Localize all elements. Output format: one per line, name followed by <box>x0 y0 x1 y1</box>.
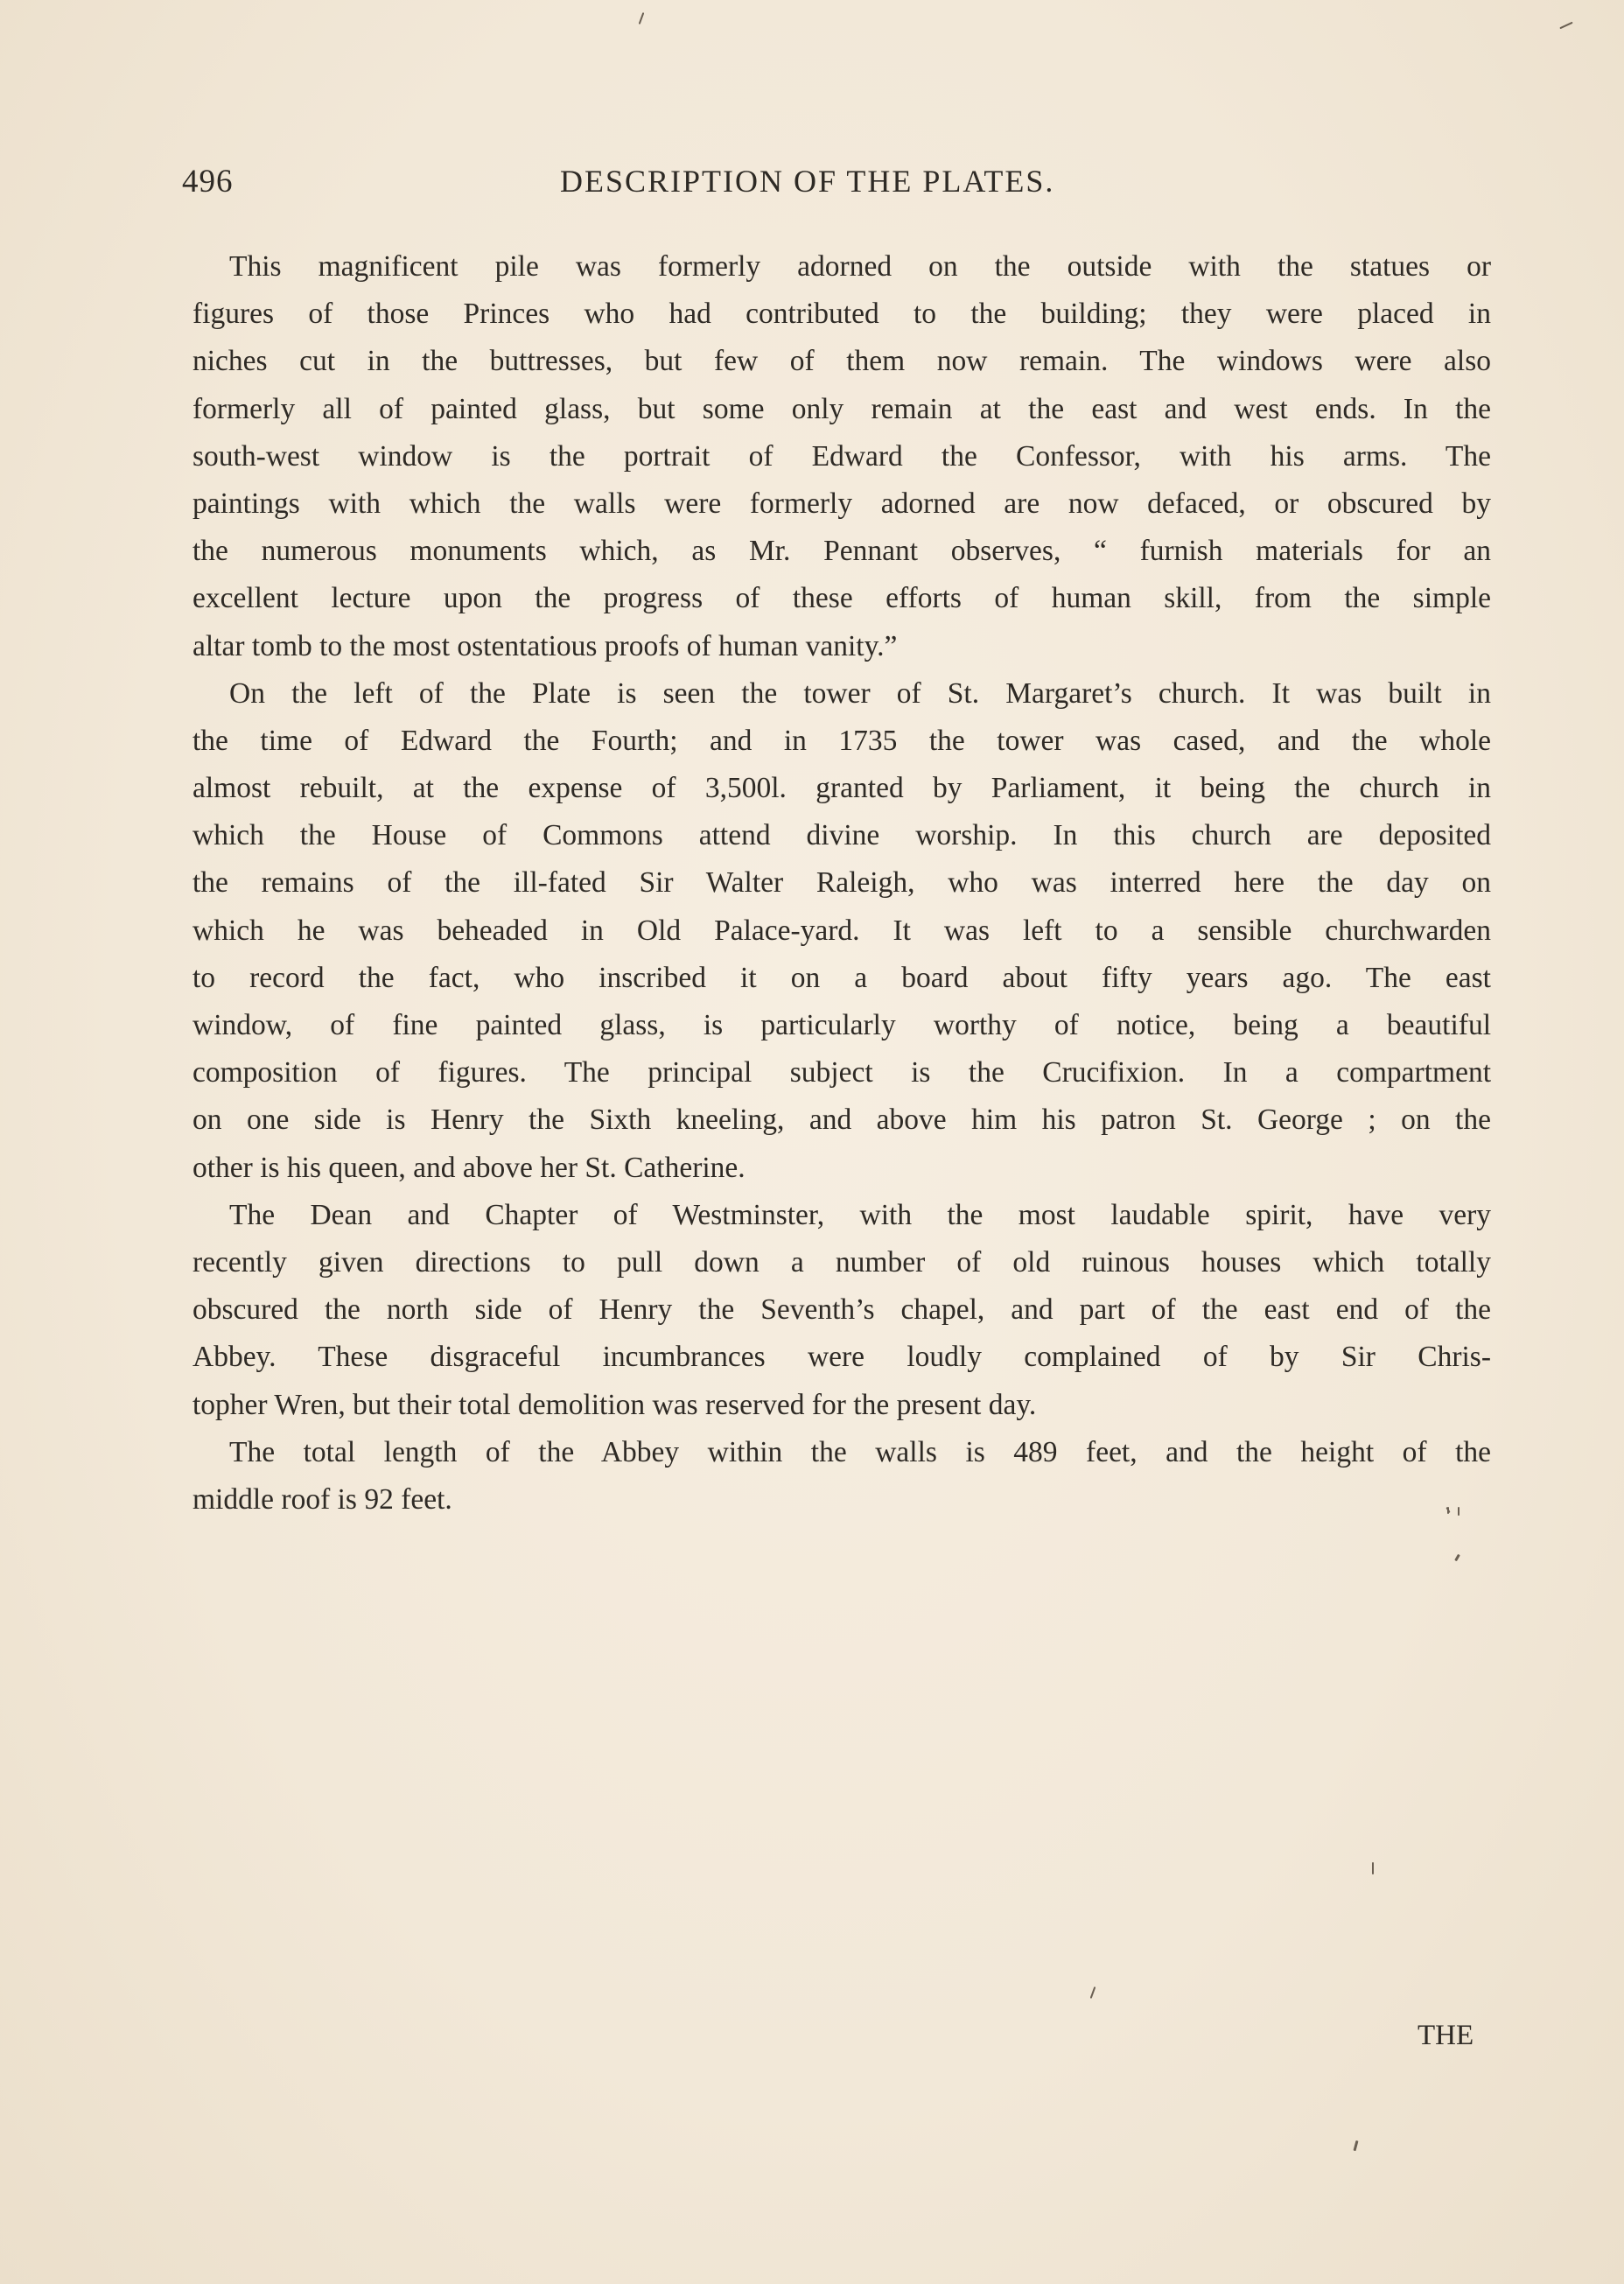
text-line: obscured the north side of Henry the Seventh’s chapel, and part of the east end of the <box>192 1293 1491 1327</box>
text-line: The total length of the Abbey within the walls is 489 feet, and the height of the <box>229 1435 1491 1468</box>
text-line: On the left of the Plate is seen the tower of St. Margaret’s church. It was built in <box>229 676 1491 710</box>
text-line: topher Wren, but their total demolition was reserved for the present day. <box>192 1388 1037 1421</box>
text-line: altar tomb to the most ostentatious proofs of human vanity.” <box>192 629 898 662</box>
text-line: which he was beheaded in Old Palace-yard. It was left to a sensible churchwarden <box>192 914 1491 947</box>
text-line: middle roof is 92 feet. <box>192 1482 452 1516</box>
text-line: south-west window is the portrait of Edward the Confessor, with his arms. The <box>192 439 1491 473</box>
text-line: This magnificent pile was formerly adorned on the outside with the statues or <box>229 250 1491 283</box>
catchword: THE <box>1418 2020 1474 2051</box>
text-line: on one side is Henry the Sixth kneeling, and above him his patron St. George ; on the <box>192 1103 1491 1137</box>
text-line: formerly all of painted glass, but some only remain at the east and west ends. In the <box>192 392 1491 425</box>
running-title: DESCRIPTION OF THE PLATES. <box>560 164 1055 199</box>
text-line: The Dean and Chapter of Westminster, with the most laudable spirit, have very <box>229 1198 1491 1231</box>
text-line: the numerous monuments which, as Mr. Pennant observes, “ furnish materials for an <box>192 535 1491 568</box>
text-line: niches cut in the buttresses, but few of them now remain. The windows were also <box>192 345 1491 378</box>
page-number: 496 <box>182 164 234 200</box>
text-line: which the House of Commons attend divine worship. In this church are deposited <box>192 819 1491 852</box>
text-line: the time of Edward the Fourth; and in 1735 the tower was cased, and the whole <box>192 724 1491 757</box>
text-line: window, of fine painted glass, is particularly worthy of notice, being a beautiful <box>192 1009 1491 1041</box>
text-line: excellent lecture upon the progress of these efforts of human skill, from the simple <box>192 582 1491 615</box>
text-line: to record the fact, who inscribed it on a board about fifty years ago. The east <box>192 961 1491 994</box>
paragraph <box>192 1429 1491 1524</box>
text-line: paintings with which the walls were formerly adorned are now defaced, or obscured by <box>192 487 1491 520</box>
text-line: the remains of the ill-fated Sir Walter Raleigh, who was interred here the day on <box>192 866 1491 900</box>
paragraph <box>192 1192 1491 1429</box>
text-line: Abbey. These disgraceful incumbrances were loudly complained of by Sir Chris- <box>192 1341 1491 1374</box>
text-line: recently given directions to pull down a number of old ruinous houses which totally <box>192 1245 1491 1279</box>
text-line: almost rebuilt, at the expense of 3,500l. granted by Parliament, it being the church in <box>192 772 1491 805</box>
page-header <box>182 163 1491 207</box>
text-line: other is his queen, and above her St. Catherine. <box>192 1151 746 1184</box>
text-line: figures of those Princes who had contributed to the building; they were placed in <box>192 298 1491 331</box>
text-line: composition of figures. The principal subject is the Crucifixion. In a compartment <box>192 1056 1491 1089</box>
body-text <box>192 243 1491 1524</box>
paragraph <box>192 670 1491 1192</box>
paragraph <box>192 243 1491 670</box>
